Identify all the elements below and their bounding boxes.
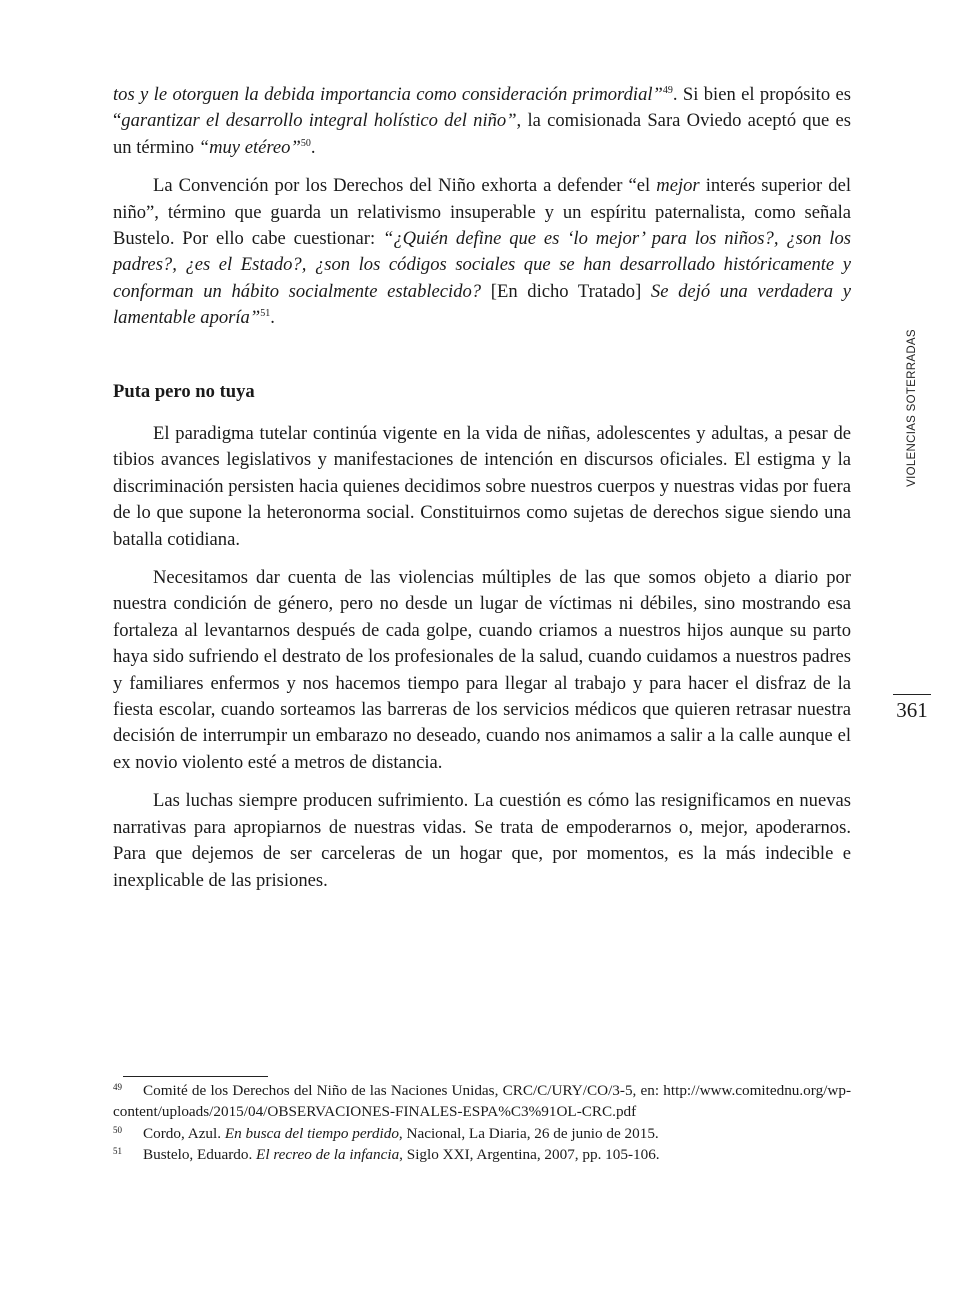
page-number: 361 [896, 698, 928, 722]
footnotes [113, 1080, 851, 1166]
section-body [113, 421, 851, 906]
paragraph: Las luchas siempre producen sufrimiento. La cuestión es cómo las resignificamos en nuevas narrativas para apropiarnos de nuestras vidas. Se trata de empoderarnos o, mejor, apoderarnos. Para que dejemos de ser carceleras de un hogar que, por momentos, es la más indecible e inexplicable de las prisiones. [113, 790, 851, 891]
footnote-ref[interactable]: 50 [300, 137, 311, 149]
footnote-51: 51 Bustelo, Eduardo. El recreo de la infancia, Siglo XXI, Argentina, 2007, pp. 105-106. [113, 1146, 660, 1164]
footnote-50: 50 Cordo, Azul. En busca del tiempo perdido, Nacional, La Diaria, 26 de junio de 2015. [113, 1124, 659, 1142]
intro-text [113, 82, 851, 332]
footnote-ref[interactable]: 51 [260, 308, 271, 320]
running-header-vertical: VIOLENCIAS SOTERRADAS [906, 328, 918, 487]
paragraph: El paradigma tutelar continúa vigente en la vida de niñas, adolescentes y adultas, a pesar de tibios avances legislativos y manifestaciones de intención en discursos oficiales. El estigma y la discriminación persisten hacia quienes decidimos sobre nuestros cuerpos y nuestras vidas por fuera de lo que supone la heteronorma social. Constituirnos como sujetas de derechos sigue siendo una batalla cotidiana. [113, 423, 851, 550]
page-number-rule [893, 694, 931, 695]
section-heading: Puta pero no tuya [113, 381, 255, 402]
paragraph-convencion: La Convención por los Derechos del Niño exhorta a defender “el mejor interés superior del niño”, término que guarda un relativismo insuperable y un espíritu paternalista, como señala Bustelo. Por ello cabe cuestionar: “¿Quién define que es ‘lo mejor’ para los niños?, ¿son los padres?, ¿es el Estado?, ¿son los códigos sociales que se han desarrollado históricamente y conforman un hábito socialmente establecido? [En dicho Tratado] Se dejó una verdadera y lamentable aporía”$^{51}$. [113, 175, 851, 329]
footnote-49: 49 Comité de los Derechos del Niño de las Naciones Unidas, CRC/C/URY/CO/3-5, en: http://www.comitednu.org/wp-content/uploads/2015/04/OBSERVACIONES-FINALES-ESPA%C3%91OL-CRC.pdf [113, 1082, 851, 1121]
footnote-ref[interactable]: 49 [662, 84, 673, 96]
paragraph: Necesitamos dar cuenta de las violencias múltiples de las que somos objeto a diario por nuestra condición de género, pero no desde un lugar de víctimas ni débiles, sino mostrando esa fortaleza al levantarnos después de cada golpe, cuando criamos a nuestros hijos aunque su parto haya sido sufriendo el destrato de los profesionales de la salud, cuando cuidamos a nuestros padres y familiares enfermos y nos hacemos tiempo para llegar al trabajo y para hacer el disfraz de la fiesta escolar, cuando sorteamos las barreras de los servicios médicos que quieren retrasar nuestra decisión de interrumpir un embarazo no deseado, cuando nos animamos a salir a la calle aunque el ex novio violento esté a metros de distancia. [113, 567, 851, 773]
footnote-separator [123, 1076, 268, 1077]
paragraph-continuation: tos y le otorguen la debida importancia como consideración primordial”$^{49}$. Si bien el propósito es “garantizar el desarrollo integral holístico del niño”, la comisionada Sara Oviedo aceptó que es un término “muy etéreo”$^{50}$. [113, 84, 851, 158]
